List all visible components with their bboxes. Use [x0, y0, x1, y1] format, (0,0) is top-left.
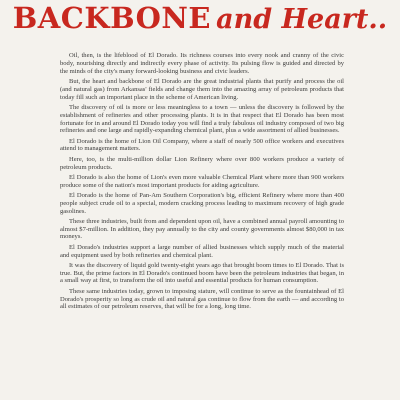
paragraph: It was the discovery of liquid gold twenty-eight years ago that brought boom times to El Dorado. That is true. But, the prime factors in El Dorado's continued boom have been the petroleum industries that began, in a small way at first, to transform the oil into useful and essential products for human consumption.	[60, 261, 344, 285]
paragraph: These three industries, built from and dependent upon oil, have a combined annual payroll amounting to almost $7-million. In addition, they pay annually to the city and county governments almost $80,000 in tax moneys.	[60, 217, 344, 241]
paragraph: But, the heart and backbone of El Dorado are the great industrial plants that purify and process the oil (and natural gas) from Arkansas' fields and change them into the amazing array of petroleum products that today fill such an important place in the scheme of American living.	[60, 77, 344, 101]
paragraph: Here, too, is the multi-million dollar Lion Refinery where over 800 workers produce a variety of petroleum products.	[60, 155, 344, 171]
paragraph: Oil, then, is the lifeblood of El Dorado. Its richness courses into every nook and cranny of the civic body, nourishing directly and indirectly every phase of activity. Its pulsing flow is guided and directed by the minds of the city's many forward-looking business and civic leaders.	[60, 52, 344, 75]
paragraph: El Dorado is also the home of Lion's even more valuable Chemical Plant where more than 900 workers produce some of the nation's most important products for aiding agriculture.	[60, 173, 344, 189]
paragraph: El Dorado is the home of Pan-Am Southern Corporation's big, efficient Refinery where more than 400 people subject crude oil to a special, modern cracking process leading to maximum recovery of high grade gasolines.	[60, 191, 344, 215]
title-script: and Heart..	[216, 4, 388, 35]
paragraph: The discovery of oil is more or less meaningless to a town — unless the discovery is followed by the establishment of refineries and other processing plants. It is in that respect that El Dorado has been most fortunate for in and around El Dorado today you will find a truly fabulous oil industry composed of two big refineries and one large and rapidly-expanding chemical plant, plus a wide assortment of allied businesses.	[60, 103, 344, 135]
paragraph: These same industries today, grown to imposing stature, will continue to serve as the fountainhead of El Dorado's prosperity so long as crude oil and natural gas continue to flow from the earth — and according to all estimates of our petroleum reserves, that will be for a long, long time.	[60, 287, 344, 311]
paragraph: El Dorado's industries support a large number of allied businesses which supply much of the material and equipment used by both refineries and chemical plant.	[60, 243, 344, 259]
title-caps: BACKBONE	[12, 1, 212, 35]
page-title	[0, 1, 400, 35]
paragraph: El Dorado is the home of Lion Oil Company, where a staff of nearly 500 office workers and executives attend to management matters.	[60, 137, 344, 153]
article-body	[60, 52, 344, 314]
